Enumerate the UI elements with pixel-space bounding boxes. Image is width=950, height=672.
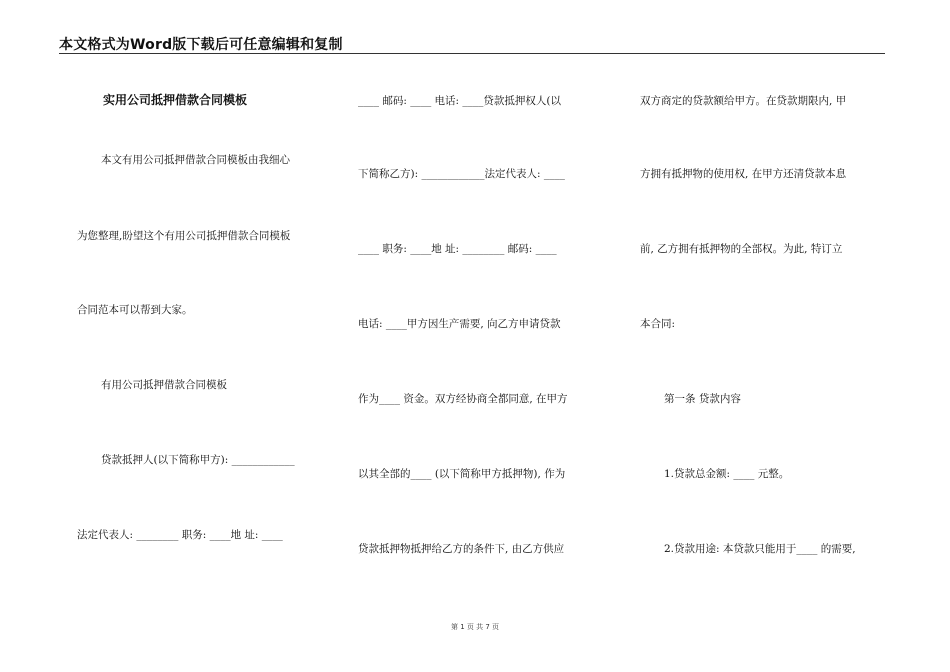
paragraph-line: 下简称乙方): ____________法定代表人: ____ [358,168,565,180]
paragraph-line: 电话: ____甲方因生产需要, 向乙方申请贷款 [358,318,561,330]
document-header-title: 本文格式为Word版下载后可任意编辑和复制 [59,37,343,53]
page-number-footer: 第 1 页 共 7 页 [450,623,500,631]
paragraph-line: 贷款抵押物抵押给乙方的条件下, 由乙方供应 [358,543,565,555]
text-column-1 [77,0,327,620]
paragraph-line: 合同范本可以帮到大家。 [77,304,193,316]
paragraph-line: 本文有用公司抵押借款合同模板由我细心 [101,154,290,166]
section-heading: 有用公司抵押借款合同模板 [101,379,227,391]
paragraph-line: 以其全部的____ (以下简称甲方抵押物), 作为 [358,468,566,480]
document-title: 实用公司抵押借款合同模板 [103,93,248,107]
paragraph-line: 为您整理,盼望这个有用公司抵押借款合同模板 [77,230,291,242]
paragraph-line: 法定代表人: ________ 职务: ____地 址: ____ [77,529,283,541]
paragraph-line: 双方商定的贷款额给甲方。在贷款期限内, 甲 [640,95,847,107]
paragraph-line: 作为____ 资金。双方经协商全都同意, 在甲方 [358,393,568,405]
paragraph-line: ____ 邮码: ____ 电话: ____贷款抵押权人(以 [358,95,562,107]
text-column-3 [640,0,890,620]
section-heading: 第一条 贷款内容 [664,393,741,405]
paragraph-line: ____ 职务: ____地 址: ________ 邮码: ____ [358,243,557,255]
paragraph-line: 2.贷款用途: 本贷款只能用于____ 的需要, [664,543,856,555]
text-column-2 [358,0,608,620]
paragraph-line: 前, 乙方拥有抵押物的全部权。为此, 特订立 [640,243,843,255]
paragraph-line: 本合同: [640,318,676,330]
paragraph-line: 贷款抵押人(以下简称甲方): ____________ [101,454,295,466]
paragraph-line: 1.贷款总金额: ____ 元整。 [664,468,790,480]
paragraph-line: 方拥有抵押物的使用权, 在甲方还清贷款本息 [640,168,847,180]
